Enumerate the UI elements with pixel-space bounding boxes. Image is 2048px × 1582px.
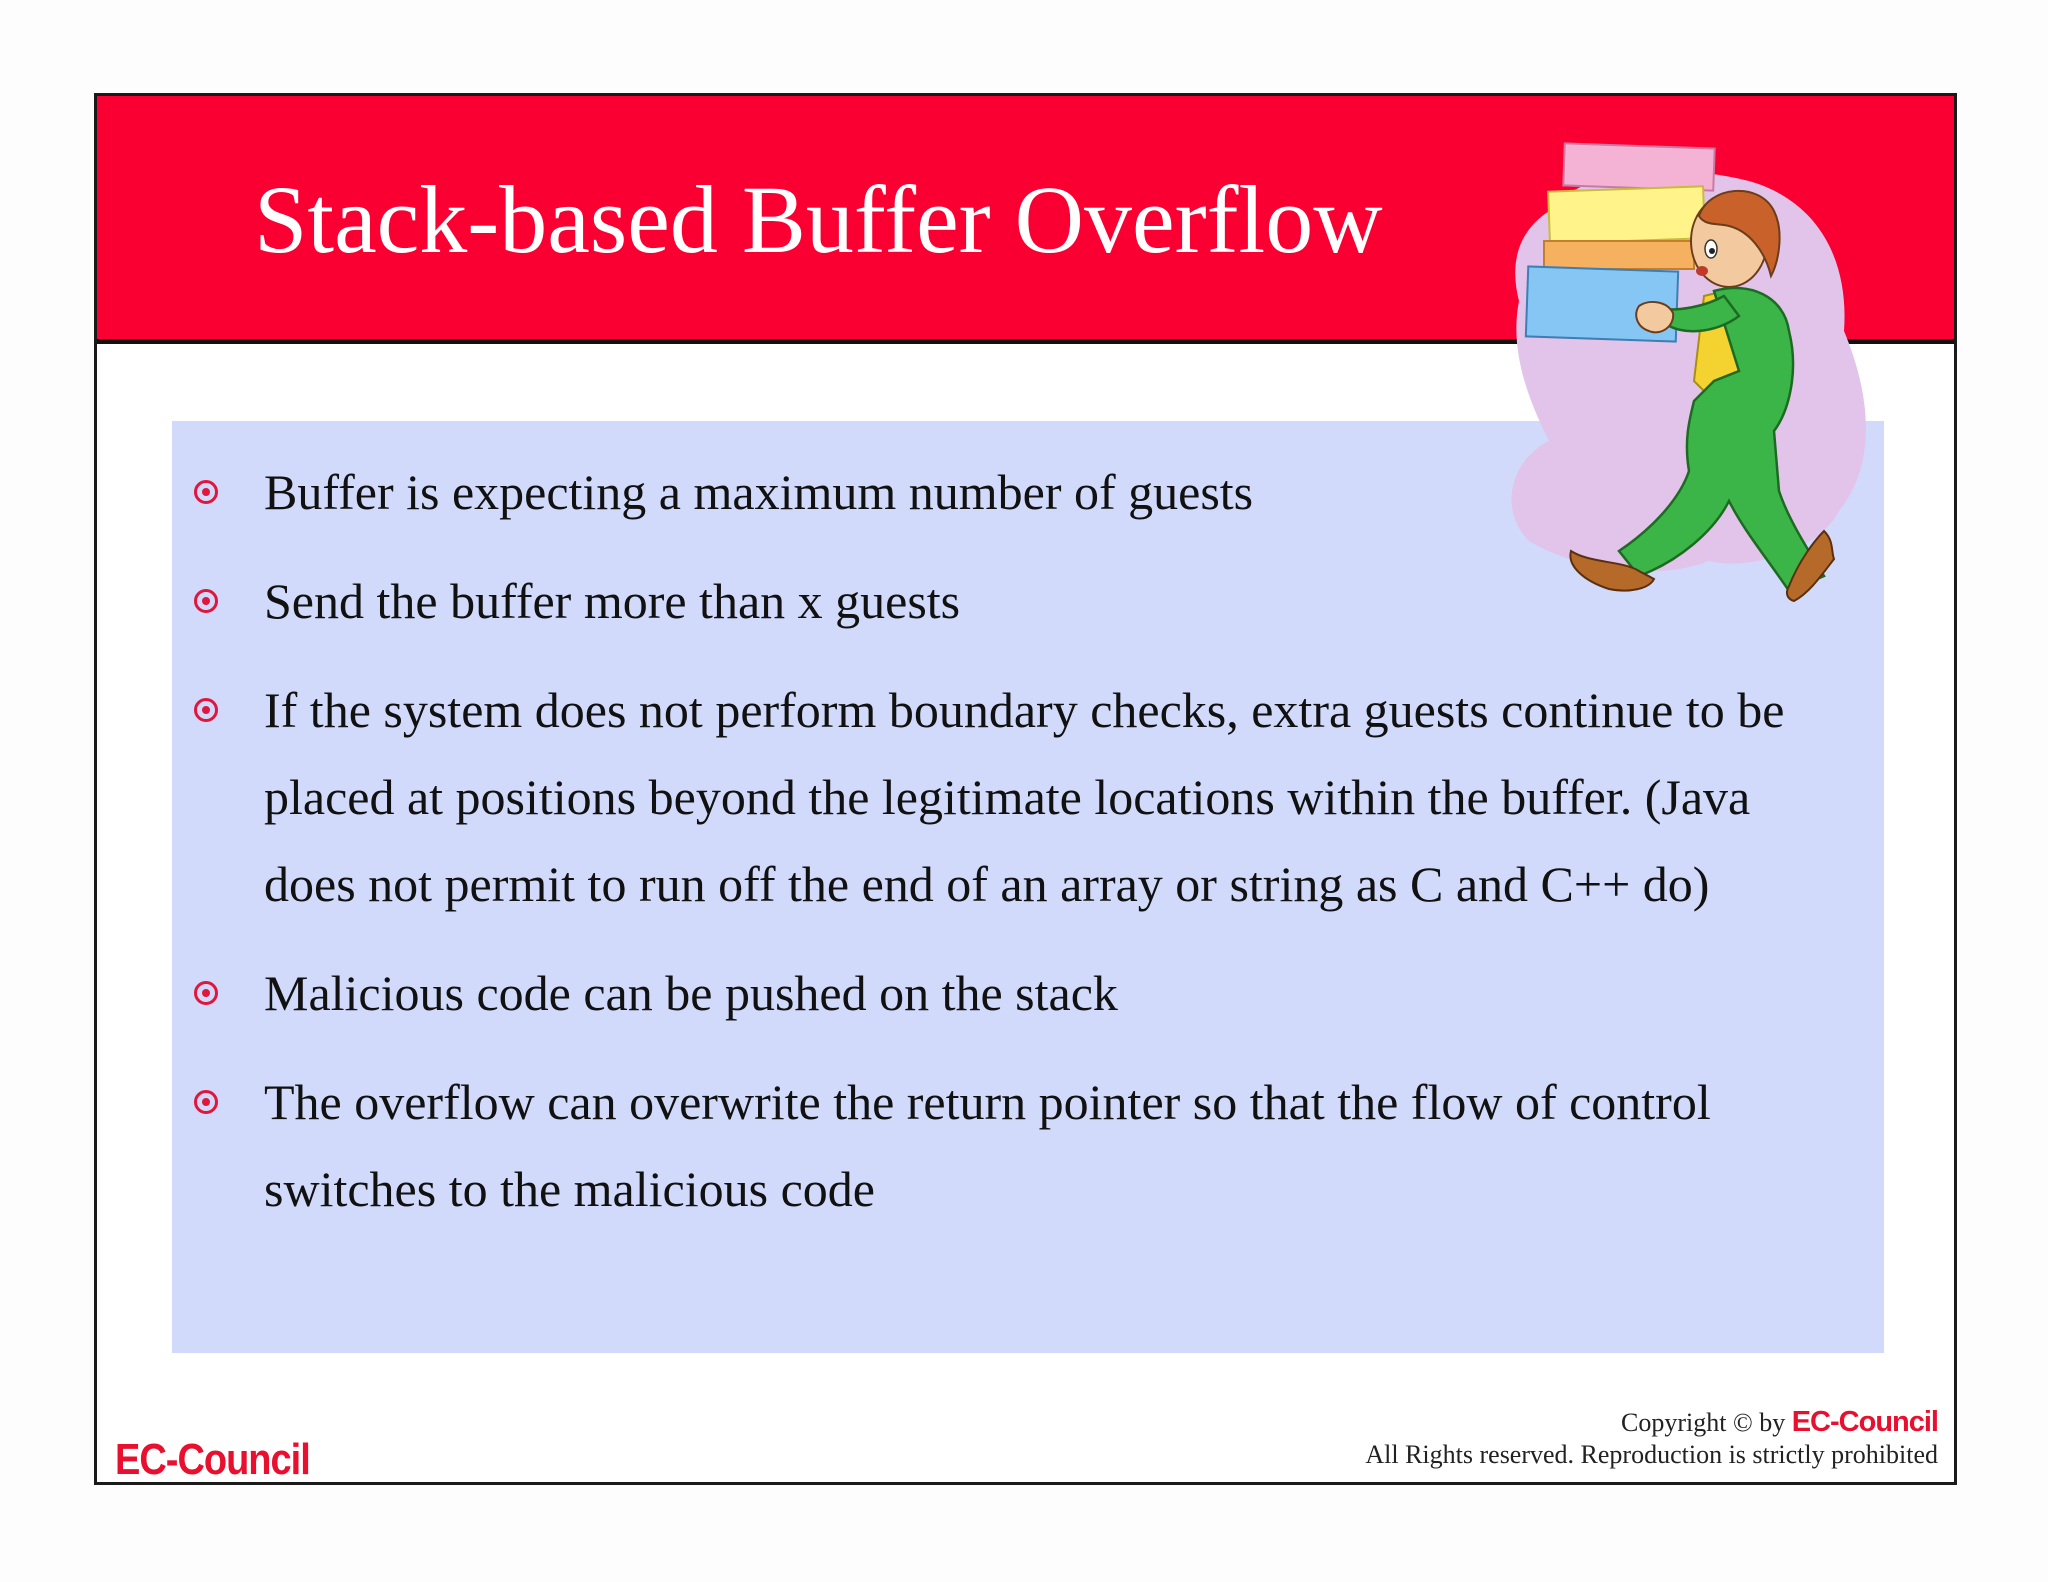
copyright-line <box>1365 1406 1938 1439</box>
bullet-item <box>172 1059 1872 1233</box>
circled-dot-icon <box>194 1090 218 1114</box>
circled-dot-icon <box>194 981 218 1005</box>
bullet-item <box>172 667 1872 928</box>
circled-dot-icon <box>194 698 218 722</box>
bullet-text: The overflow can overwrite the return pointer so that the flow of control switches to the malicious code <box>264 1074 1711 1217</box>
bullet-item <box>172 950 1872 1037</box>
copyright-notice <box>1365 1406 1938 1471</box>
slide <box>94 93 1957 1485</box>
bullet-text: Malicious code can be pushed on the stack <box>264 965 1118 1021</box>
copyright-brand: EC-Council <box>1791 1406 1938 1438</box>
circled-dot-icon <box>194 589 218 613</box>
circled-dot-icon <box>194 480 218 504</box>
ec-council-logo: EC-Council <box>115 1436 310 1485</box>
copyright-prefix: Copyright © by <box>1621 1408 1786 1437</box>
man-carrying-boxes-icon <box>1489 131 1889 651</box>
slide-title: Stack-based Buffer Overflow <box>254 166 1383 273</box>
bullet-text: Buffer is expecting a maximum number of guests <box>264 464 1254 520</box>
bullet-text: Send the buffer more than x guests <box>264 573 961 629</box>
rights-line: All Rights reserved. Reproduction is strictly prohibited <box>1365 1440 1938 1469</box>
bullet-text: If the system does not perform boundary checks, extra guests continue to be placed at positions beyond the legitimate locations within the buffer. (Java does not permit to run off the end of an array or string as C and C++ do) <box>264 682 1785 912</box>
